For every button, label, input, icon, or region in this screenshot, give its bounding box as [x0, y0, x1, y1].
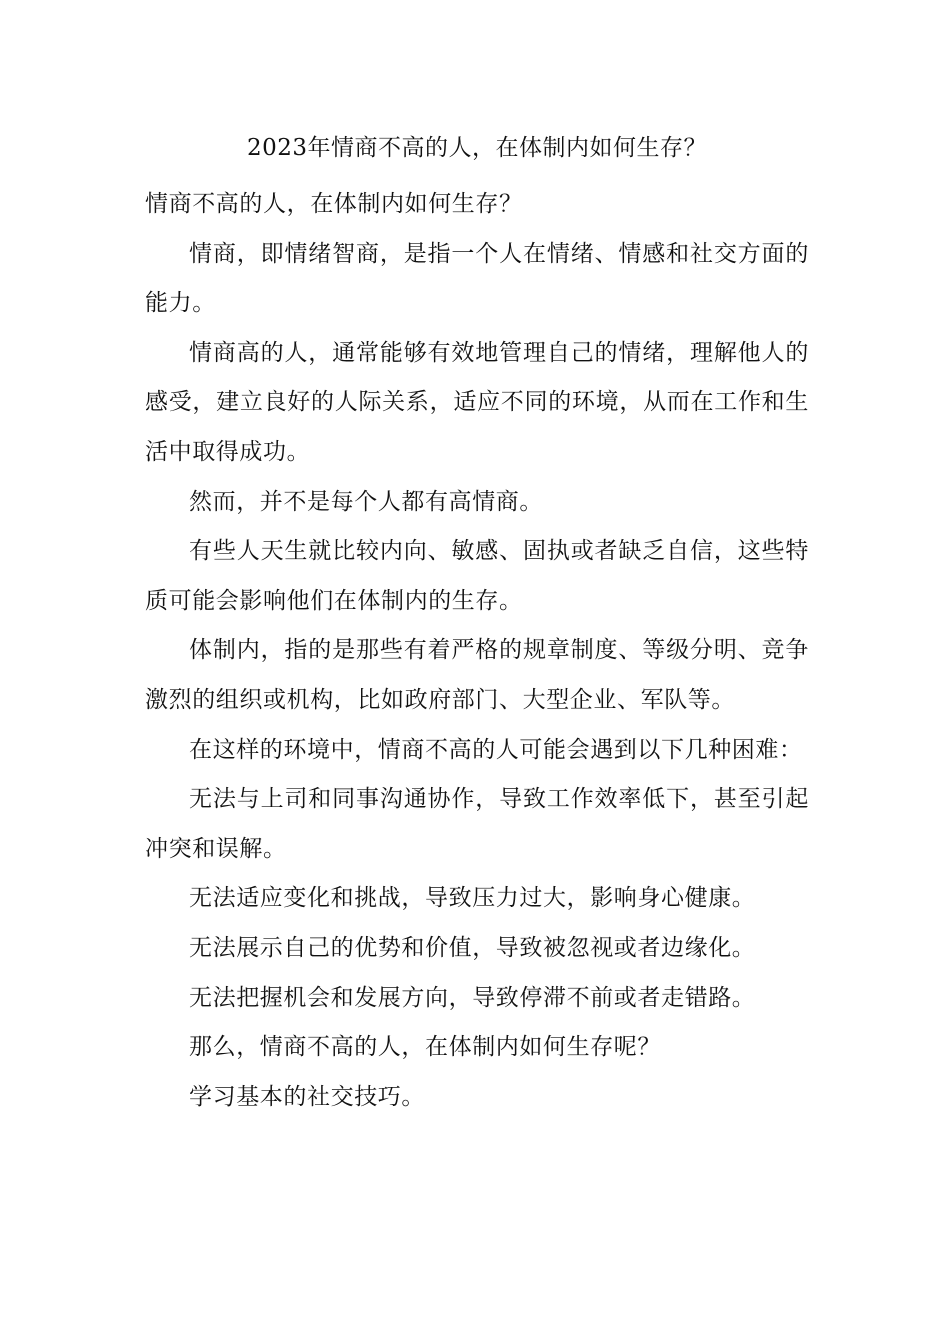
paragraph: 无法适应变化和挑战，导致压力过大，影响身心健康。 [189, 885, 756, 912]
paragraph: 无法展示自己的优势和价值，导致被忽视或者边缘化。 [189, 934, 756, 961]
document-title: 2023年情商不高的人，在体制内如何生存？ [246, 135, 708, 161]
paragraph: 有些人天生就比较内向、敏感、固执或者缺乏自信，这些特质可能会影响他们在体制内的生存。 [145, 538, 809, 614]
paragraph: 那么，情商不高的人，在体制内如何生存呢？ [189, 1034, 661, 1061]
paragraph: 体制内，指的是那些有着严格的规章制度、等级分明、竞争激烈的组织或机构，比如政府部门、大型企业、军队等。 [145, 637, 809, 713]
paragraph: 无法与上司和同事沟通协作，导致工作效率低下，甚至引起冲突和误解。 [145, 786, 809, 862]
subtitle-paragraph: 情商不高的人，在体制内如何生存？ [145, 191, 523, 217]
paragraph: 无法把握机会和发展方向，导致停滞不前或者走错路。 [189, 984, 756, 1011]
paragraph: 情商，即情绪智商，是指一个人在情绪、情感和社交方面的能力。 [145, 240, 809, 317]
paragraph: 学习基本的社交技巧。 [189, 1083, 425, 1110]
paragraph: 然而，并不是每个人都有高情商。 [189, 488, 543, 515]
document-body [145, 180, 809, 1122]
paragraph: 情商高的人，通常能够有效地管理自己的情绪，理解他人的感受，建立良好的人际关系，适应不同的环境，从而在工作和生活中取得成功。 [145, 339, 809, 465]
paragraph: 在这样的环境中，情商不高的人可能会遇到以下几种困难： [189, 736, 803, 763]
